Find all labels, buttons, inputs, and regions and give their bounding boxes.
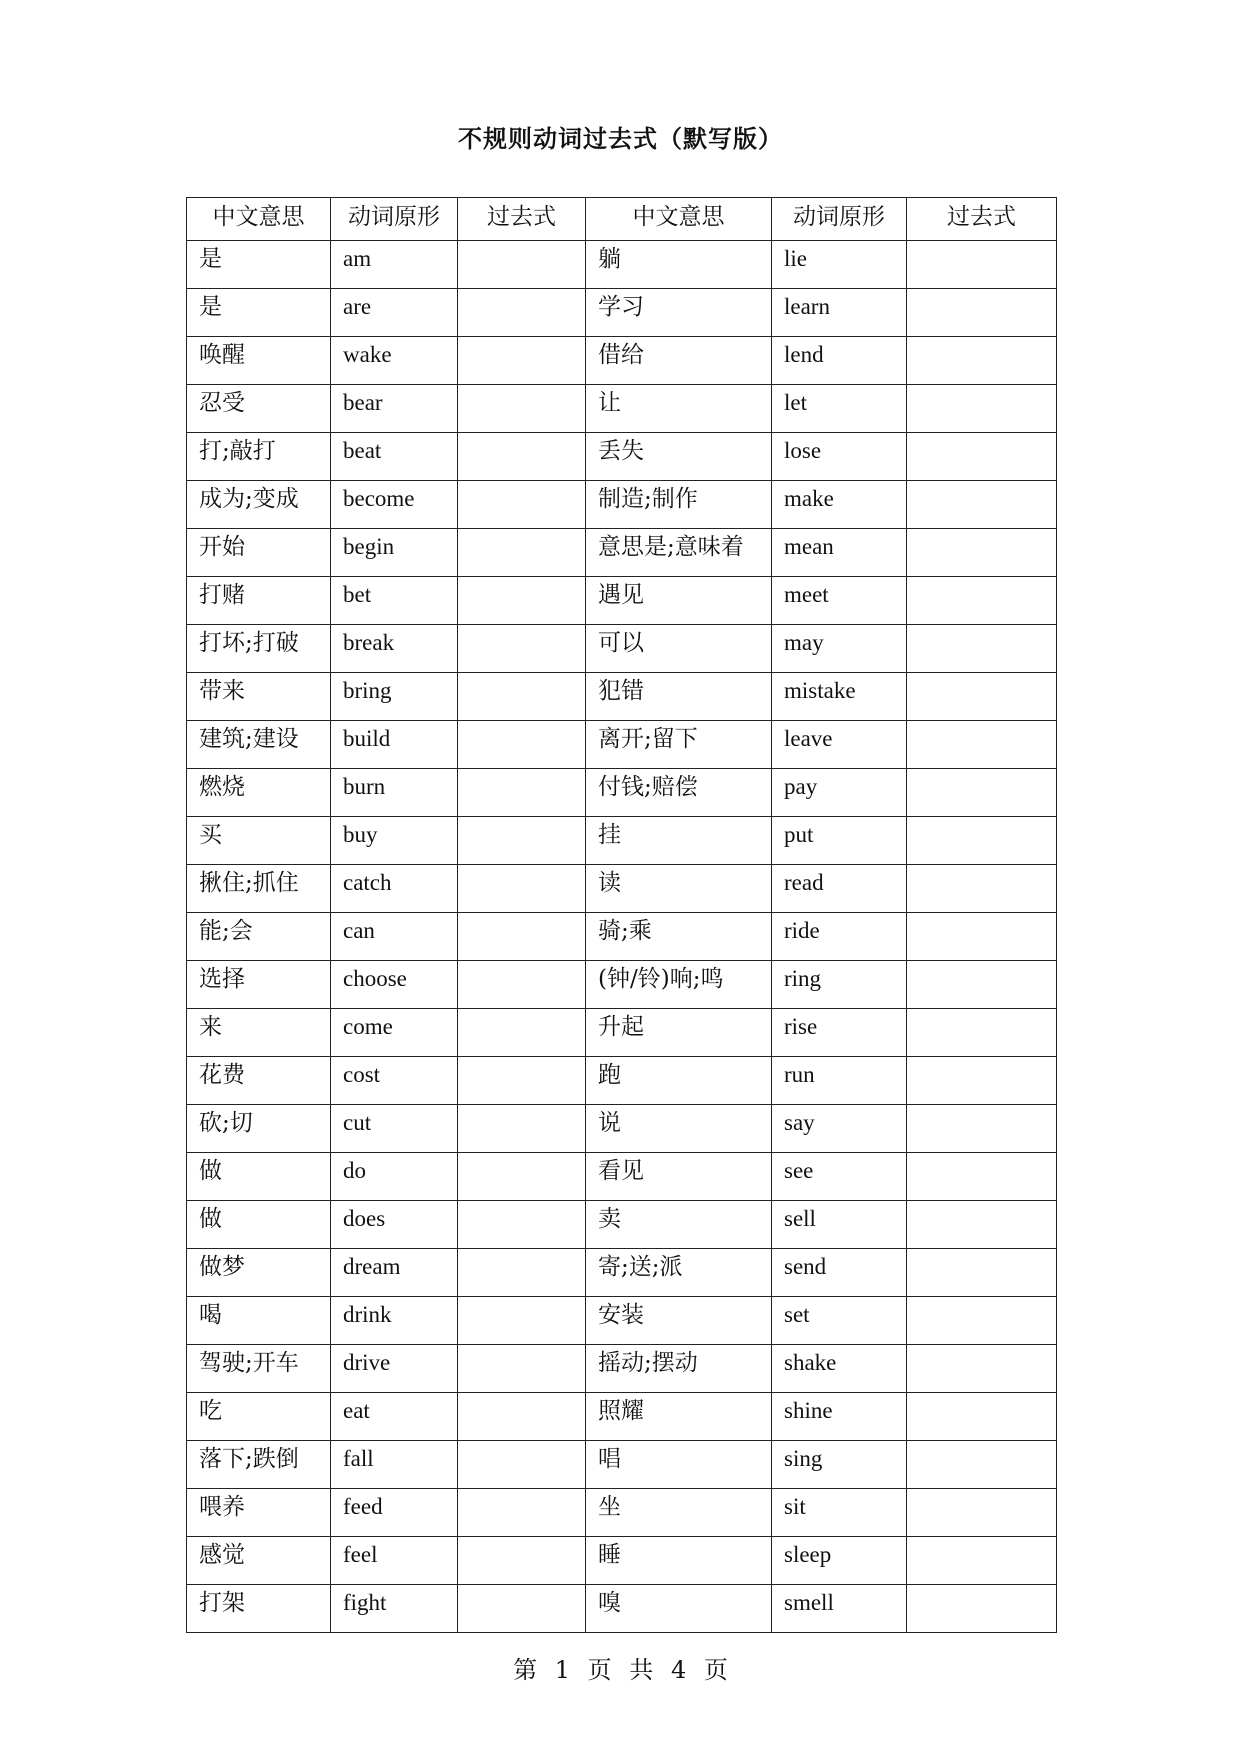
base-form-cell: are: [331, 289, 458, 337]
chinese-meaning-cell: 喂养: [187, 1489, 331, 1537]
chinese-meaning-cell: 唱: [586, 1441, 772, 1489]
chinese-meaning-cell: 忍受: [187, 385, 331, 433]
header-past-tense: 过去式: [907, 198, 1057, 241]
past-tense-answer-cell[interactable]: [907, 1009, 1057, 1057]
past-tense-answer-cell[interactable]: [907, 625, 1057, 673]
chinese-meaning-cell: 带来: [187, 673, 331, 721]
past-tense-answer-cell[interactable]: [907, 673, 1057, 721]
base-form-cell: drink: [331, 1297, 458, 1345]
table-row: [187, 1057, 1057, 1105]
past-tense-answer-cell[interactable]: [458, 769, 586, 817]
past-tense-answer-cell[interactable]: [458, 1153, 586, 1201]
chinese-meaning-cell: 是: [187, 289, 331, 337]
chinese-meaning-cell: 卖: [586, 1201, 772, 1249]
table-row: [187, 1153, 1057, 1201]
base-form-cell: run: [772, 1057, 907, 1105]
base-form-cell: shine: [772, 1393, 907, 1441]
base-form-cell: wake: [331, 337, 458, 385]
base-form-cell: put: [772, 817, 907, 865]
past-tense-answer-cell[interactable]: [907, 577, 1057, 625]
table-row: [187, 817, 1057, 865]
table-row: [187, 1585, 1057, 1633]
past-tense-answer-cell[interactable]: [458, 1249, 586, 1297]
chinese-meaning-cell: 是: [187, 241, 331, 289]
base-form-cell: drive: [331, 1345, 458, 1393]
past-tense-answer-cell[interactable]: [458, 961, 586, 1009]
base-form-cell: may: [772, 625, 907, 673]
past-tense-answer-cell[interactable]: [907, 1489, 1057, 1537]
chinese-meaning-cell: 驾驶;开车: [187, 1345, 331, 1393]
base-form-cell: feel: [331, 1537, 458, 1585]
chinese-meaning-cell: 打赌: [187, 577, 331, 625]
past-tense-answer-cell[interactable]: [458, 865, 586, 913]
past-tense-answer-cell[interactable]: [907, 1393, 1057, 1441]
base-form-cell: cut: [331, 1105, 458, 1153]
base-form-cell: feed: [331, 1489, 458, 1537]
verb-table-body: [187, 198, 1057, 1633]
base-form-cell: sell: [772, 1201, 907, 1249]
chinese-meaning-cell: 做: [187, 1153, 331, 1201]
chinese-meaning-cell: 建筑;建设: [187, 721, 331, 769]
chinese-meaning-cell: 能;会: [187, 913, 331, 961]
past-tense-answer-cell[interactable]: [907, 337, 1057, 385]
past-tense-answer-cell[interactable]: [907, 1441, 1057, 1489]
past-tense-answer-cell[interactable]: [907, 241, 1057, 289]
past-tense-answer-cell[interactable]: [458, 1297, 586, 1345]
page-number: 第 1 页 共 4 页: [513, 1656, 728, 1684]
base-form-cell: bring: [331, 673, 458, 721]
chinese-meaning-cell: 离开;留下: [586, 721, 772, 769]
verb-table: [186, 197, 1057, 1633]
table-row: [187, 289, 1057, 337]
past-tense-answer-cell[interactable]: [458, 577, 586, 625]
past-tense-answer-cell[interactable]: [907, 961, 1057, 1009]
base-form-cell: learn: [772, 289, 907, 337]
chinese-meaning-cell: 来: [187, 1009, 331, 1057]
past-tense-answer-cell[interactable]: [458, 673, 586, 721]
header-base-form: 动词原形: [772, 198, 907, 241]
past-tense-answer-cell[interactable]: [458, 1585, 586, 1633]
base-form-cell: do: [331, 1153, 458, 1201]
header-chinese-meaning: 中文意思: [586, 198, 772, 241]
chinese-meaning-cell: 可以: [586, 625, 772, 673]
table-row: [187, 385, 1057, 433]
past-tense-answer-cell[interactable]: [907, 289, 1057, 337]
chinese-meaning-cell: 砍;切: [187, 1105, 331, 1153]
table-row: [187, 241, 1057, 289]
past-tense-answer-cell[interactable]: [907, 385, 1057, 433]
table-row: [187, 1249, 1057, 1297]
base-form-cell: pay: [772, 769, 907, 817]
past-tense-answer-cell[interactable]: [907, 721, 1057, 769]
past-tense-answer-cell[interactable]: [458, 1393, 586, 1441]
table-row: [187, 865, 1057, 913]
past-tense-answer-cell[interactable]: [458, 625, 586, 673]
chinese-meaning-cell: 选择: [187, 961, 331, 1009]
chinese-meaning-cell: 骑;乘: [586, 913, 772, 961]
chinese-meaning-cell: 打;敲打: [187, 433, 331, 481]
base-form-cell: set: [772, 1297, 907, 1345]
base-form-cell: meet: [772, 577, 907, 625]
past-tense-answer-cell[interactable]: [458, 385, 586, 433]
header-base-form: 动词原形: [331, 198, 458, 241]
past-tense-answer-cell[interactable]: [907, 1537, 1057, 1585]
base-form-cell: am: [331, 241, 458, 289]
chinese-meaning-cell: 吃: [187, 1393, 331, 1441]
base-form-cell: lend: [772, 337, 907, 385]
base-form-cell: eat: [331, 1393, 458, 1441]
table-row: [187, 1441, 1057, 1489]
table-row: [187, 1537, 1057, 1585]
chinese-meaning-cell: 升起: [586, 1009, 772, 1057]
chinese-meaning-cell: 花费: [187, 1057, 331, 1105]
base-form-cell: smell: [772, 1585, 907, 1633]
past-tense-answer-cell[interactable]: [458, 1057, 586, 1105]
table-row: [187, 1345, 1057, 1393]
past-tense-answer-cell[interactable]: [458, 481, 586, 529]
base-form-cell: bear: [331, 385, 458, 433]
base-form-cell: cost: [331, 1057, 458, 1105]
past-tense-answer-cell[interactable]: [458, 1105, 586, 1153]
table-row: [187, 1009, 1057, 1057]
base-form-cell: mistake: [772, 673, 907, 721]
base-form-cell: bet: [331, 577, 458, 625]
chinese-meaning-cell: 学习: [586, 289, 772, 337]
base-form-cell: can: [331, 913, 458, 961]
table-row: [187, 1201, 1057, 1249]
chinese-meaning-cell: (钟/铃)响;鸣: [586, 961, 772, 1009]
chinese-meaning-cell: 挂: [586, 817, 772, 865]
base-form-cell: ring: [772, 961, 907, 1009]
base-form-cell: dream: [331, 1249, 458, 1297]
past-tense-answer-cell[interactable]: [458, 1441, 586, 1489]
chinese-meaning-cell: 跑: [586, 1057, 772, 1105]
past-tense-answer-cell[interactable]: [458, 913, 586, 961]
page-title: 不规则动词过去式（默写版）: [458, 124, 783, 153]
header-past-tense: 过去式: [458, 198, 586, 241]
table-row: [187, 913, 1057, 961]
chinese-meaning-cell: 摇动;摆动: [586, 1345, 772, 1393]
past-tense-answer-cell[interactable]: [907, 529, 1057, 577]
past-tense-answer-cell[interactable]: [907, 481, 1057, 529]
chinese-meaning-cell: 成为;变成: [187, 481, 331, 529]
table-row: [187, 961, 1057, 1009]
past-tense-answer-cell[interactable]: [458, 721, 586, 769]
base-form-cell: ride: [772, 913, 907, 961]
chinese-meaning-cell: 照耀: [586, 1393, 772, 1441]
base-form-cell: sleep: [772, 1537, 907, 1585]
table-row: [187, 625, 1057, 673]
table-row: [187, 673, 1057, 721]
base-form-cell: lose: [772, 433, 907, 481]
chinese-meaning-cell: 唤醒: [187, 337, 331, 385]
past-tense-answer-cell[interactable]: [907, 817, 1057, 865]
chinese-meaning-cell: 嗅: [586, 1585, 772, 1633]
chinese-meaning-cell: 睡: [586, 1537, 772, 1585]
chinese-meaning-cell: 借给: [586, 337, 772, 385]
chinese-meaning-cell: 落下;跌倒: [187, 1441, 331, 1489]
base-form-cell: mean: [772, 529, 907, 577]
base-form-cell: lie: [772, 241, 907, 289]
table-row: [187, 1489, 1057, 1537]
chinese-meaning-cell: 意思是;意味着: [586, 529, 772, 577]
base-form-cell: build: [331, 721, 458, 769]
base-form-cell: make: [772, 481, 907, 529]
past-tense-answer-cell[interactable]: [458, 337, 586, 385]
base-form-cell: does: [331, 1201, 458, 1249]
base-form-cell: shake: [772, 1345, 907, 1393]
chinese-meaning-cell: 躺: [586, 241, 772, 289]
past-tense-answer-cell[interactable]: [907, 1585, 1057, 1633]
chinese-meaning-cell: 犯错: [586, 673, 772, 721]
chinese-meaning-cell: 说: [586, 1105, 772, 1153]
chinese-meaning-cell: 制造;制作: [586, 481, 772, 529]
table-row: [187, 1105, 1057, 1153]
table-row: [187, 481, 1057, 529]
base-form-cell: say: [772, 1105, 907, 1153]
past-tense-answer-cell[interactable]: [907, 769, 1057, 817]
chinese-meaning-cell: 看见: [586, 1153, 772, 1201]
table-row: [187, 529, 1057, 577]
base-form-cell: rise: [772, 1009, 907, 1057]
base-form-cell: send: [772, 1249, 907, 1297]
base-form-cell: burn: [331, 769, 458, 817]
chinese-meaning-cell: 安装: [586, 1297, 772, 1345]
chinese-meaning-cell: 打架: [187, 1585, 331, 1633]
table-row: [187, 1297, 1057, 1345]
past-tense-answer-cell[interactable]: [907, 865, 1057, 913]
chinese-meaning-cell: 打坏;打破: [187, 625, 331, 673]
past-tense-answer-cell[interactable]: [907, 433, 1057, 481]
past-tense-answer-cell[interactable]: [907, 1153, 1057, 1201]
base-form-cell: become: [331, 481, 458, 529]
table-row: [187, 769, 1057, 817]
past-tense-answer-cell[interactable]: [458, 433, 586, 481]
past-tense-answer-cell[interactable]: [907, 1057, 1057, 1105]
base-form-cell: choose: [331, 961, 458, 1009]
base-form-cell: catch: [331, 865, 458, 913]
base-form-cell: beat: [331, 433, 458, 481]
base-form-cell: buy: [331, 817, 458, 865]
chinese-meaning-cell: 感觉: [187, 1537, 331, 1585]
past-tense-answer-cell[interactable]: [458, 817, 586, 865]
table-row: [187, 1393, 1057, 1441]
past-tense-answer-cell[interactable]: [907, 1105, 1057, 1153]
past-tense-answer-cell[interactable]: [907, 1201, 1057, 1249]
table-row: [187, 337, 1057, 385]
past-tense-answer-cell[interactable]: [907, 1249, 1057, 1297]
chinese-meaning-cell: 做梦: [187, 1249, 331, 1297]
base-form-cell: sit: [772, 1489, 907, 1537]
base-form-cell: let: [772, 385, 907, 433]
base-form-cell: fight: [331, 1585, 458, 1633]
chinese-meaning-cell: 买: [187, 817, 331, 865]
past-tense-answer-cell[interactable]: [458, 1201, 586, 1249]
chinese-meaning-cell: 遇见: [586, 577, 772, 625]
chinese-meaning-cell: 燃烧: [187, 769, 331, 817]
past-tense-answer-cell[interactable]: [458, 1345, 586, 1393]
past-tense-answer-cell[interactable]: [907, 913, 1057, 961]
past-tense-answer-cell[interactable]: [907, 1297, 1057, 1345]
table-header-row: [187, 198, 1057, 241]
chinese-meaning-cell: 坐: [586, 1489, 772, 1537]
base-form-cell: begin: [331, 529, 458, 577]
chinese-meaning-cell: 做: [187, 1201, 331, 1249]
chinese-meaning-cell: 喝: [187, 1297, 331, 1345]
chinese-meaning-cell: 揪住;抓住: [187, 865, 331, 913]
past-tense-answer-cell[interactable]: [458, 1537, 586, 1585]
table-row: [187, 577, 1057, 625]
base-form-cell: fall: [331, 1441, 458, 1489]
base-form-cell: leave: [772, 721, 907, 769]
base-form-cell: break: [331, 625, 458, 673]
chinese-meaning-cell: 付钱;赔偿: [586, 769, 772, 817]
past-tense-answer-cell[interactable]: [458, 241, 586, 289]
table-row: [187, 433, 1057, 481]
table-row: [187, 721, 1057, 769]
header-chinese-meaning: 中文意思: [187, 198, 331, 241]
base-form-cell: read: [772, 865, 907, 913]
past-tense-answer-cell[interactable]: [907, 1345, 1057, 1393]
past-tense-answer-cell[interactable]: [458, 1489, 586, 1537]
base-form-cell: see: [772, 1153, 907, 1201]
past-tense-answer-cell[interactable]: [458, 1009, 586, 1057]
base-form-cell: sing: [772, 1441, 907, 1489]
chinese-meaning-cell: 开始: [187, 529, 331, 577]
chinese-meaning-cell: 读: [586, 865, 772, 913]
past-tense-answer-cell[interactable]: [458, 289, 586, 337]
chinese-meaning-cell: 寄;送;派: [586, 1249, 772, 1297]
chinese-meaning-cell: 丢失: [586, 433, 772, 481]
past-tense-answer-cell[interactable]: [458, 529, 586, 577]
base-form-cell: come: [331, 1009, 458, 1057]
chinese-meaning-cell: 让: [586, 385, 772, 433]
